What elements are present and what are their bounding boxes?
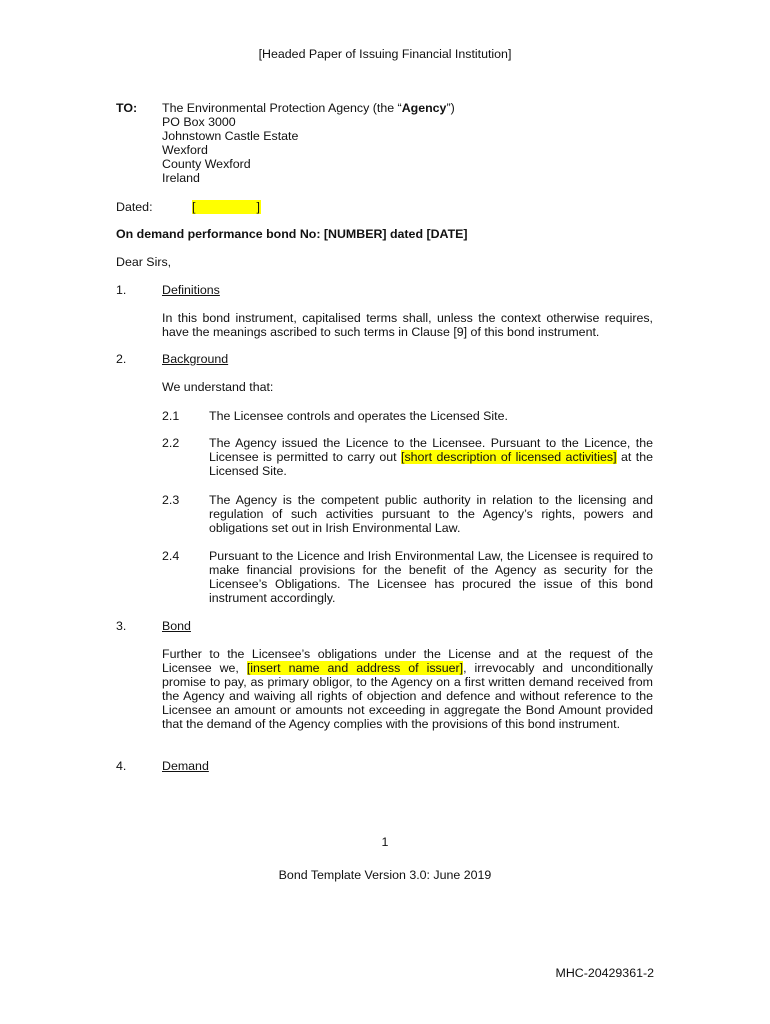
section-3-pre: Further to the Licensee’s obligations under the License and at the request of the Licensee we, [162, 647, 653, 676]
section-1-heading: Definitions [162, 283, 220, 297]
section-4-heading: Demand [162, 759, 209, 773]
date-field[interactable] [192, 200, 261, 214]
section-3-text [162, 647, 653, 732]
to-label: TO: [116, 101, 138, 115]
document-header: [Headed Paper of Issuing Financial Institution] [258, 47, 512, 61]
clause-2-3-text: The Agency is the competent public authority in relation to the licensing and regulation of such activities pursuant to the Agency’s rights, powers and obligations set out in Irish Environmental Law. [209, 493, 653, 536]
address-line-1: PO Box 3000 [162, 115, 236, 129]
section-2-intro: We understand that: [162, 380, 274, 394]
section-3-heading: Bond [162, 619, 191, 633]
address-line-3: Wexford [162, 143, 208, 157]
document-reference: MHC-20429361-2 [555, 966, 654, 980]
version-footer: Bond Template Version 3.0: June 2019 [278, 868, 492, 882]
clause-2-3-number: 2.3 [162, 493, 180, 507]
section-4-number: 4. [116, 759, 127, 773]
date-close-bracket: ] [256, 200, 260, 214]
clause-2-2-text [209, 436, 653, 478]
clause-2-1-text: The Licensee controls and operates the Licensed Site. [209, 409, 508, 423]
clause-2-4-text: Pursuant to the Licence and Irish Environmental Law, the Licensee is required to make financial provisions for the benefit of the Agency as security for the Licensee’s Obligations. The Licensee has procured the issue of this bond instrument accordingly. [209, 549, 653, 606]
addressee-line [162, 101, 455, 115]
date-open-bracket: [ [192, 200, 196, 214]
section-3-post: , irrevocably and unconditionally promise to pay, as primary obligor, to the Agency on a first written demand received from the Agency and waiving all rights of objection and defence and without reference to the Licensee an amount or amounts not exceeding in aggregate the Bond Amount provided that the demand of the Agency complies with the provisions of this bond instrument. [162, 661, 653, 732]
salutation: Dear Sirs, [116, 255, 172, 269]
dated-label: Dated: [116, 200, 153, 214]
addressee-bold: Agency [401, 101, 447, 115]
clause-2-2-pre: The Agency issued the Licence to the Licensee. Pursuant to the Licence, the Licensee is permitted to carry out [209, 436, 653, 465]
section-1-text: In this bond instrument, capitalised terms shall, unless the context otherwise requires, have the meanings ascribed to such terms in Clause [9] of this bond instrument. [162, 311, 653, 340]
section-2-heading: Background [162, 352, 229, 366]
address-line-4: County Wexford [162, 157, 251, 171]
clause-2-2-post: at the Licensed Site. [209, 450, 653, 479]
addressee-post: ”) [446, 101, 455, 115]
issuer-placeholder: [insert name and address of issuer] [246, 661, 464, 676]
address-line-5: Ireland [162, 171, 200, 185]
section-2-number: 2. [116, 352, 127, 366]
clause-2-1-number: 2.1 [162, 409, 180, 423]
section-3-number: 3. [116, 619, 127, 633]
section-1-number: 1. [116, 283, 127, 297]
clause-2-4-number: 2.4 [162, 549, 180, 563]
bond-title: On demand performance bond No: [NUMBER] dated [DATE] [116, 227, 468, 241]
page-number: 1 [381, 835, 389, 849]
address-line-2: Johnstown Castle Estate [162, 129, 299, 143]
addressee-pre: The Environmental Protection Agency (the “ [162, 101, 402, 115]
licensed-activities-placeholder: [short description of licensed activities] [401, 450, 617, 465]
clause-2-2-number: 2.2 [162, 436, 180, 450]
